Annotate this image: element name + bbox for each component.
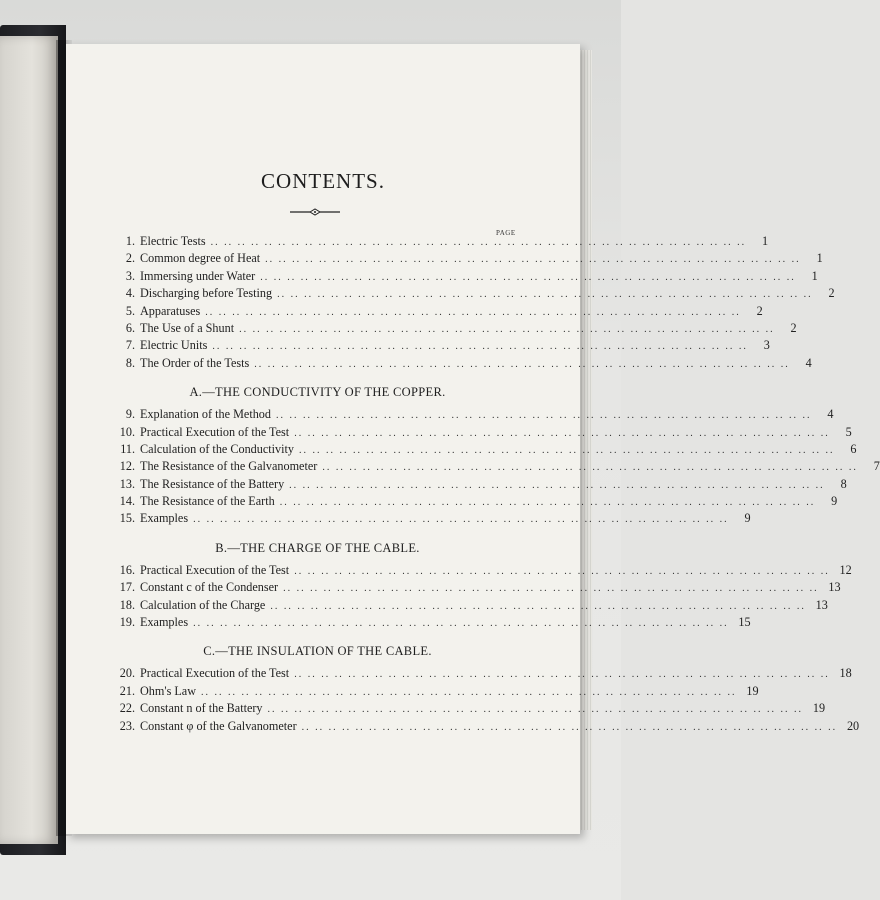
section-heading: C.—THE INSULATION OF THE CABLE. [203, 644, 432, 659]
toc-entry-number: 5. [125, 303, 135, 318]
toc-entry-number: 4. [125, 286, 135, 301]
toc-entry-page: 1 [762, 234, 769, 248]
toc-entry-number: 1. [125, 234, 135, 248]
toc-entry [113, 251, 823, 268]
toc-entry [113, 683, 759, 701]
toc-entry-number: 13. [119, 476, 135, 491]
toc-entry-page: 15 [738, 615, 751, 630]
toc-entry-page: 6 [850, 441, 857, 456]
toc-entry-number: 11. [120, 441, 135, 456]
toc-entry-page: 13 [828, 580, 841, 595]
dot-leader: .. .. .. .. .. .. .. .. .. .. .. .. .. .. .. .. .. .. .. .. .. .. .. .. .. .. .. .. .. .. .. .. .. .. .. .. .. .. .. .. [289, 479, 825, 491]
toc-entry-title: The Use of a Shunt [140, 320, 235, 335]
toc-entry [113, 441, 857, 459]
toc-entry-number: 14. [119, 494, 135, 509]
page-title: CONTENTS. [261, 169, 385, 193]
toc-entry-title: The Order of the Tests [140, 355, 250, 370]
contents-page [66, 44, 880, 834]
toc-entry-page: 7 [873, 459, 880, 474]
dot-leader: .. .. .. .. .. .. .. .. .. .. .. .. .. .. .. .. .. .. .. .. .. .. .. .. .. .. .. .. .. .. .. .. .. .. .. .. .. .. .. .. [279, 497, 816, 509]
toc-entry-number: 7. [125, 338, 135, 353]
toc-entry-title: Practical Execution of the Test [140, 666, 290, 681]
toc-entry [113, 338, 770, 355]
dot-leader: .. .. .. .. .. .. .. .. .. .. .. .. .. .. .. .. .. .. .. .. .. .. .. .. .. .. .. .. .. .. .. .. .. .. .. .. .. .. .. .. [294, 565, 830, 577]
toc-entry-title: Calculation of the Conductivity [140, 441, 295, 456]
toc-entry-page: 9 [831, 494, 838, 509]
toc-entry-number: 22. [119, 701, 135, 716]
toc-entry-number: 20. [119, 666, 135, 681]
ornament-divider-icon [290, 207, 340, 217]
toc-entry [113, 511, 751, 528]
dot-leader: .. .. .. .. .. .. .. .. .. .. .. .. .. .. .. .. .. .. .. .. .. .. .. .. .. .. .. .. .. .. .. .. .. .. .. .. .. .. .. .. [294, 669, 830, 681]
toc-entry-number: 8. [125, 355, 135, 370]
toc-entry-number: 10. [119, 424, 135, 439]
toc-entry [113, 303, 763, 321]
toc-entry-title: Explanation of the Method [140, 407, 271, 422]
toc-entry-page: 9 [744, 511, 751, 526]
dot-leader: .. .. .. .. .. .. .. .. .. .. .. .. .. .. .. .. .. .. .. .. .. .. .. .. .. .. .. .. .. .. .. .. .. .. .. .. .. .. .. .. [193, 514, 729, 526]
toc-entry-number: 9. [125, 407, 135, 422]
dot-leader: .. .. .. .. .. .. .. .. .. .. .. .. .. .. .. .. .. .. .. .. .. .. .. .. .. .. .. .. .. .. .. .. .. .. .. .. .. .. .. .. [283, 583, 819, 595]
section-heading: B.—THE CHARGE OF THE CABLE. [215, 540, 420, 555]
toc-entry-page: 4 [805, 355, 812, 370]
toc-entry-title: Common degree of Heat [140, 251, 261, 266]
toc-entry-title: Ohm's Law [140, 683, 197, 698]
toc-entry [113, 286, 835, 303]
toc-entry-number: 21. [119, 683, 135, 698]
toc-entry-number: 23. [119, 718, 135, 733]
toc-entry-title: Practical Execution of the Test [140, 562, 290, 577]
dot-leader: .. .. .. .. .. .. .. .. .. .. .. .. .. .. .. .. .. .. .. .. .. .. .. .. .. .. .. .. .. .. .. .. .. .. .. .. .. .. .. .. [193, 618, 729, 630]
toc-entry-page: 2 [828, 286, 835, 301]
toc-entry-number: 15. [119, 511, 135, 526]
toc-entry-title: Immersing under Water [140, 268, 256, 283]
toc-entry-number: 3. [125, 268, 135, 283]
toc-entry [113, 597, 828, 615]
toc-entry-page: 3 [763, 338, 770, 353]
toc-entry-title: Examples [140, 511, 189, 526]
dot-leader: .. .. .. .. .. .. .. .. .. .. .. .. .. .. .. .. .. .. .. .. .. .. .. .. .. .. .. .. .. .. .. .. .. .. .. .. .. .. .. .. [260, 271, 796, 283]
toc-entry-number: 2. [125, 251, 135, 266]
toc-entry [113, 615, 751, 632]
toc-entry [113, 718, 860, 736]
toc-entry-page: 5 [845, 424, 852, 439]
dot-leader: .. .. .. .. .. .. .. .. .. .. .. .. .. .. .. .. .. .. .. .. .. .. .. .. .. .. .. .. .. .. .. .. .. .. .. .. .. .. .. .. [277, 289, 813, 301]
toc-entry-page: 2 [790, 320, 797, 335]
dot-leader: .. .. .. .. .. .. .. .. .. .. .. .. .. .. .. .. .. .. .. .. .. .. .. .. .. .. .. .. .. .. .. .. .. .. .. .. .. .. .. .. [299, 444, 835, 456]
toc-entry-page: 1 [811, 268, 818, 283]
toc-entry-title: Apparatuses [140, 303, 201, 318]
toc-entry [113, 320, 797, 338]
dot-leader: .. .. .. .. .. .. .. .. .. .. .. .. .. .. .. .. .. .. .. .. .. .. .. .. .. .. .. .. .. .. .. .. .. .. .. .. .. .. .. .. [294, 427, 830, 439]
toc-entry [113, 407, 834, 424]
table-of-contents [113, 234, 880, 736]
dot-leader: .. .. .. .. .. .. .. .. .. .. .. .. .. .. .. .. .. .. .. .. .. .. .. .. .. .. .. .. .. .. .. .. .. .. .. .. .. .. .. .. [201, 686, 737, 698]
toc-entry-page: 8 [840, 476, 847, 491]
dot-leader: .. .. .. .. .. .. .. .. .. .. .. .. .. .. .. .. .. .. .. .. .. .. .. .. .. .. .. .. .. .. .. .. .. .. .. .. .. .. .. .. [270, 600, 806, 612]
toc-entry-title: Constant c of the Condenser [140, 580, 279, 595]
left-page-edge [0, 36, 58, 844]
toc-entry [113, 476, 847, 494]
toc-entry-title: Constant n of the Battery [140, 701, 263, 716]
dot-leader: .. .. .. .. .. .. .. .. .. .. .. .. .. .. .. .. .. .. .. .. .. .. .. .. .. .. .. .. .. .. .. .. .. .. .. .. .. .. .. .. [210, 237, 747, 248]
dot-leader: .. .. .. .. .. .. .. .. .. .. .. .. .. .. .. .. .. .. .. .. .. .. .. .. .. .. .. .. .. .. .. .. .. .. .. .. .. .. .. .. [322, 462, 858, 474]
toc-entry-number: 19. [119, 615, 135, 630]
toc-entry-title: The Resistance of the Battery [140, 476, 285, 491]
dot-leader: .. .. .. .. .. .. .. .. .. .. .. .. .. .. .. .. .. .. .. .. .. .. .. .. .. .. .. .. .. .. .. .. .. .. .. .. .. .. .. .. [301, 721, 838, 733]
toc-entry [113, 459, 880, 476]
toc-entry-number: 12. [119, 459, 135, 474]
toc-entry-page: 2 [756, 303, 763, 318]
toc-entry-page: 18 [839, 666, 852, 681]
toc-entry [113, 424, 852, 442]
toc-entry-title: The Resistance of the Earth [140, 494, 275, 509]
toc-entry-page: 1 [816, 251, 823, 266]
toc-entry-number: 6. [125, 320, 135, 335]
dot-leader: .. .. .. .. .. .. .. .. .. .. .. .. .. .. .. .. .. .. .. .. .. .. .. .. .. .. .. .. .. .. .. .. .. .. .. .. .. .. .. .. [254, 358, 790, 370]
dot-leader: .. .. .. .. .. .. .. .. .. .. .. .. .. .. .. .. .. .. .. .. .. .. .. .. .. .. .. .. .. .. .. .. .. .. .. .. .. .. .. .. [267, 704, 804, 716]
toc-entry [113, 562, 852, 580]
toc-entry [113, 494, 838, 511]
toc-entry-title: Electric Tests [140, 234, 206, 248]
dot-leader: .. .. .. .. .. .. .. .. .. .. .. .. .. .. .. .. .. .. .. .. .. .. .. .. .. .. .. .. .. .. .. .. .. .. .. .. .. .. .. .. [265, 254, 801, 266]
dot-leader: .. .. .. .. .. .. .. .. .. .. .. .. .. .. .. .. .. .. .. .. .. .. .. .. .. .. .. .. .. .. .. .. .. .. .. .. .. .. .. .. [276, 410, 812, 422]
toc-entry-page: 20 [846, 718, 860, 733]
toc-entry [113, 268, 818, 286]
toc-entry-page: 13 [815, 597, 828, 612]
toc-entry-page: 4 [827, 407, 834, 422]
toc-entry-page: 12 [839, 562, 852, 577]
toc-entry [113, 580, 841, 597]
toc-entry-title: Examples [140, 615, 189, 630]
toc-entry-title: Electric Units [140, 338, 208, 353]
dot-leader: .. .. .. .. .. .. .. .. .. .. .. .. .. .. .. .. .. .. .. .. .. .. .. .. .. .. .. .. .. .. .. .. .. .. .. .. .. .. .. .. [205, 306, 741, 318]
dot-leader: .. .. .. .. .. .. .. .. .. .. .. .. .. .. .. .. .. .. .. .. .. .. .. .. .. .. .. .. .. .. .. .. .. .. .. .. .. .. .. .. [239, 323, 775, 335]
toc-entry [113, 666, 852, 683]
toc-entry [113, 701, 826, 718]
toc-entry-number: 18. [119, 597, 135, 612]
toc-entry-title: The Resistance of the Galvanometer [140, 459, 318, 474]
toc-entry-page: 19 [812, 701, 826, 716]
toc-entry-title: Practical Execution of the Test [140, 424, 290, 439]
toc-entry-title: Calculation of the Charge [140, 597, 266, 612]
toc-entry-title: Discharging before Testing [140, 286, 273, 301]
toc-entry-title: Constant φ of the Galvanometer [140, 718, 297, 733]
toc-entry-number: 17. [119, 580, 135, 595]
page-column-label: PAGE [496, 229, 516, 237]
toc-entry-page: 19 [746, 683, 759, 698]
dot-leader: .. .. .. .. .. .. .. .. .. .. .. .. .. .. .. .. .. .. .. .. .. .. .. .. .. .. .. .. .. .. .. .. .. .. .. .. .. .. .. .. [212, 341, 748, 353]
toc-entry [113, 234, 769, 251]
section-heading: A.—THE CONDUCTIVITY OF THE COPPER. [189, 385, 446, 400]
toc-entry [113, 355, 812, 373]
toc-entry-number: 16. [119, 562, 135, 577]
